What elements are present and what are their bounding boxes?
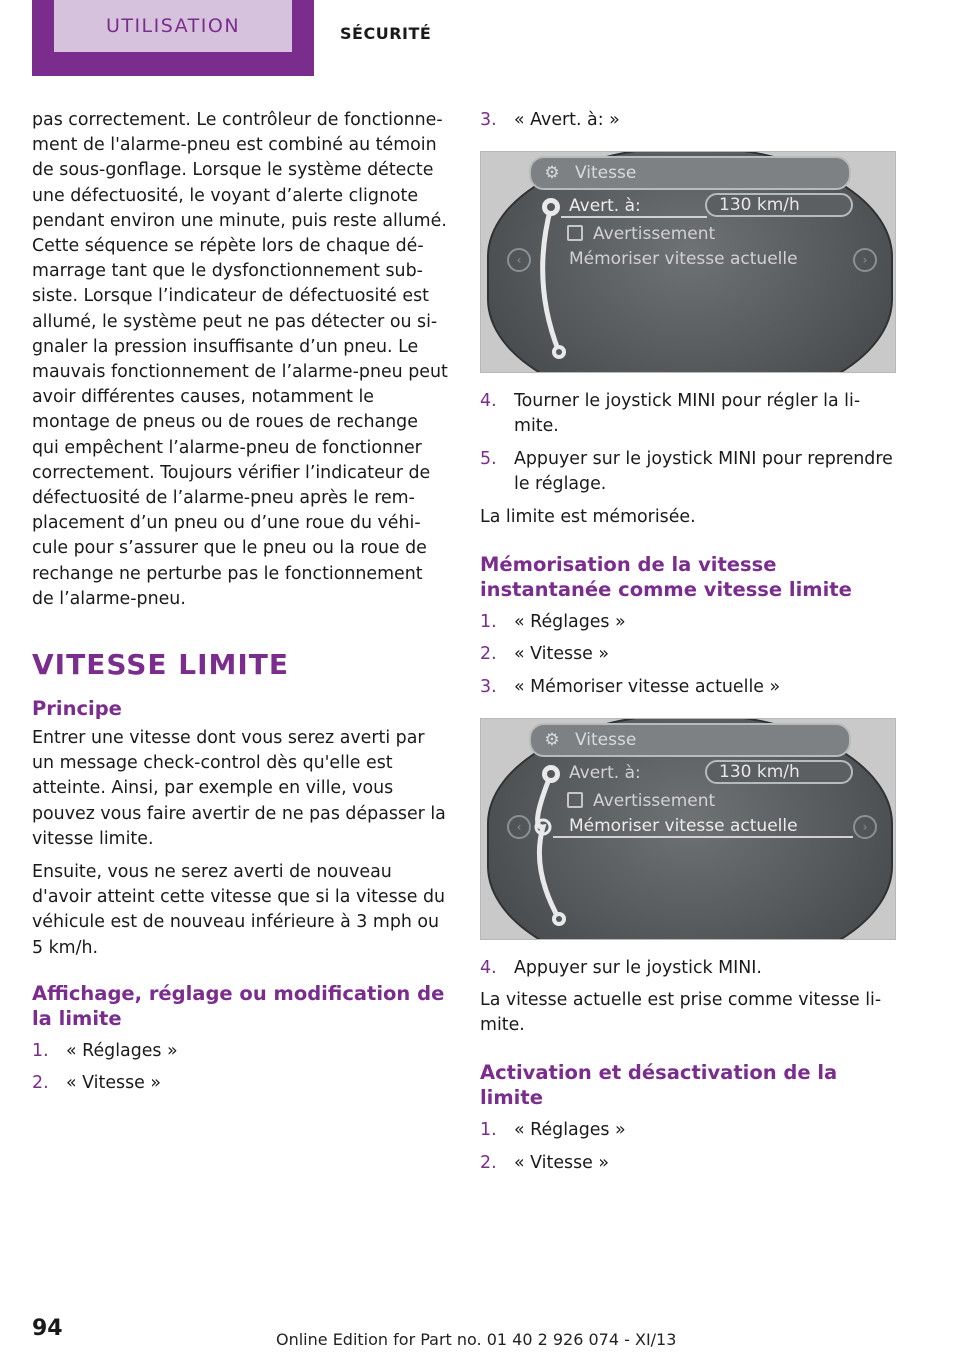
chapter-tab: [32, 0, 314, 76]
menu-title: Vitesse: [575, 163, 637, 184]
intro-paragraph: pas correctement. Le contrôleur de fonctionne-ment de l'alarme-pneu est combiné au témoin de sous-gonflage. Lorsque le système détecte une défectuosité, le voyant d’alerte clignote pendant environ une minute, puis reste allumé. Cette séquence se répète lors de chaque dé-marrage tant que le dysfonctionnement sub-siste. Lorsque l’indicateur de défectuosité est allumé, le système peut ne pas détecter ou si-gnaler la pression insuffisante d’un pneu. Le mauvais fonctionnement de l’alarme-pneu peut avoir différentes causes, notamment le montage de pneus ou de roues de rechange qui empêchent l’alarme-pneu de fonctionner correctement. Toujours vérifier l’indicateur de défectuosité de l’alarme-pneu après le rem-placement d’un pneu ou d’une roue du véhi-cule pour s’assurer que le pneu ou la roue de rechange ne perturbe pas le fonctionnement de l’alarme-pneu.: [32, 110, 448, 609]
chapter-tab-label: UTILISATION: [54, 0, 292, 52]
memorisation-heading: Mémorisation de la vitesse instantanée comme vitesse limite: [480, 553, 852, 602]
avertissement-row: Avertissement: [567, 791, 715, 811]
gear-icon: ⚙: [544, 163, 560, 184]
list-item: 1. « Réglages »: [480, 1120, 626, 1141]
gear-icon: ⚙: [544, 729, 560, 750]
menu-title: Vitesse: [575, 729, 637, 750]
left-column: [32, 108, 448, 1104]
current-speed-text: La vitesse actuelle est prise comme vitesse li-mite.: [480, 990, 882, 1036]
section-label: SÉCURITÉ: [340, 24, 432, 43]
avert-label: Avert. à:: [569, 762, 641, 783]
memoriser-row: Mémoriser vitesse actuelle: [569, 249, 798, 270]
limit-saved-text: La limite est mémorisée.: [480, 507, 696, 528]
list-item: 2. « Vitesse »: [480, 1152, 610, 1173]
left-arrow-icon: ‹: [507, 248, 531, 272]
selection-underline: [561, 216, 707, 218]
display-screenshot-1: [480, 151, 896, 373]
display-screenshot-2: [480, 718, 896, 940]
list-item: 3. « Avert. à: »: [480, 110, 620, 130]
affichage-steps: [32, 1039, 448, 1096]
activation-heading: Activation et désactivation de la limite: [480, 1061, 838, 1110]
affichage-heading: Affichage, réglage ou modification de la limite: [32, 981, 445, 1030]
left-arrow-icon: ‹: [507, 815, 531, 839]
list-item: 5. Appuyer sur le joystick MINI pour reprendre le réglage.: [480, 448, 893, 494]
avert-label: Avert. à:: [569, 196, 641, 217]
memoriser-row: Mémoriser vitesse actuelle: [569, 815, 798, 836]
edition-footer: Online Edition for Part no. 01 40 2 926 074 - XI/13: [276, 1330, 677, 1349]
list-item: 1. « Réglages »: [480, 612, 626, 633]
list-item: 3. « Mémoriser vitesse actuelle »: [480, 676, 781, 697]
avertissement-row: Avertissement: [567, 224, 715, 244]
right-arrow-icon: ›: [853, 815, 877, 839]
page-number: 94: [32, 1316, 63, 1341]
selection-underline: [553, 836, 853, 838]
checkbox-icon: [567, 792, 583, 808]
list-item: 2. « Vitesse »: [480, 644, 610, 665]
steps-after-screen-1: [480, 389, 898, 497]
principe-paragraph-2: Ensuite, vous ne serez averti de nouveau d'avoir atteint cette vitesse que si la vitesse du véhicule est de nouveau inférieure à 3 mph ou 5 km/h.: [32, 862, 446, 958]
right-arrow-icon: ›: [853, 248, 877, 272]
list-item: 4. Tourner le joystick MINI pour régler la li-mite.: [480, 391, 861, 437]
list-item: 1. « Réglages »: [32, 1040, 178, 1061]
list-item: 4. Appuyer sur le joystick MINI.: [480, 957, 762, 978]
principe-paragraph-1: Entrer une vitesse dont vous serez averti par un message check-control dès qu'elle est atteinte. Ainsi, par exemple en ville, vous pouvez vous faire avertir de ne pas dépasser la vitesse limite.: [32, 728, 446, 849]
principe-heading: Principe: [32, 697, 122, 721]
step-3-list: [480, 108, 898, 133]
list-item: 2. « Vitesse »: [32, 1073, 162, 1094]
checkbox-icon: [567, 225, 583, 241]
activation-steps: [480, 1118, 898, 1175]
right-column: [480, 108, 898, 1184]
memorisation-steps: [480, 610, 898, 700]
page-header: [0, 0, 960, 80]
step-4-list: [480, 956, 898, 981]
speed-value: 130 km/h: [705, 193, 853, 217]
section-heading: VITESSE LIMITE: [32, 648, 290, 682]
speed-value: 130 km/h: [705, 760, 853, 784]
